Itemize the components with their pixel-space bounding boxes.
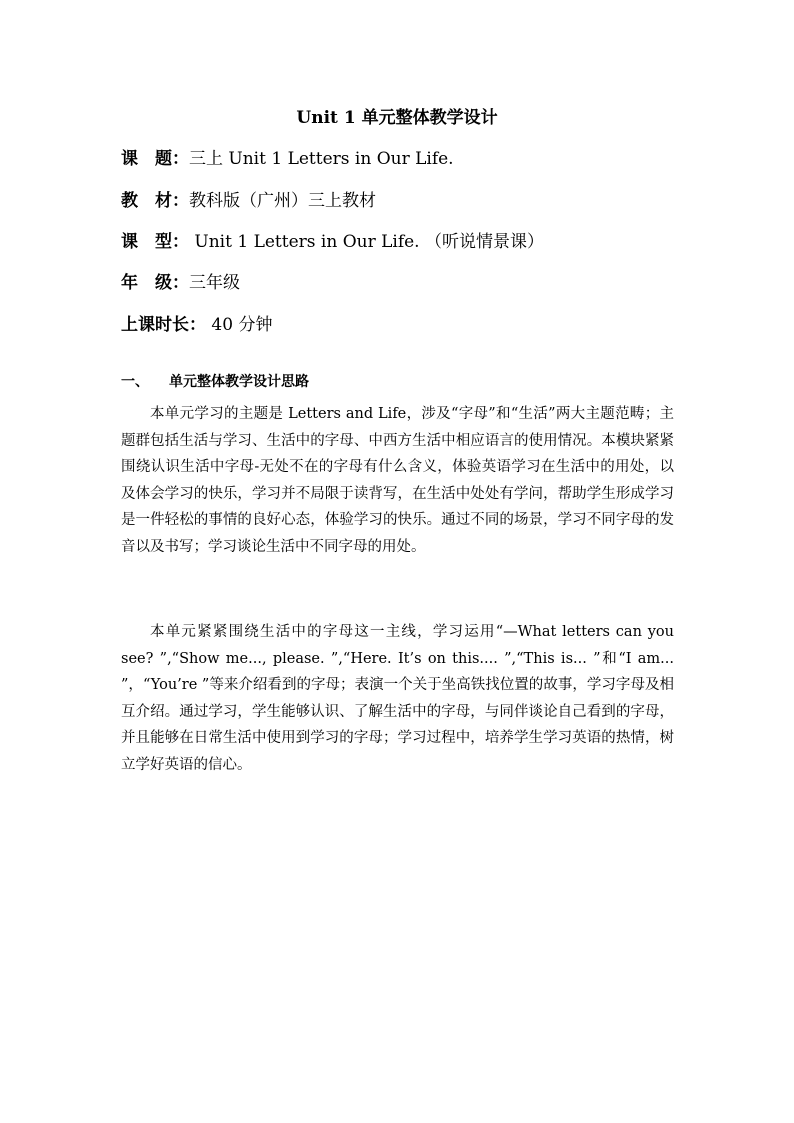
meta-key-lesson-type: 课 型： bbox=[121, 232, 189, 252]
meta-value-lesson-type: Unit 1 Letters in Our Life. （听说情景课） bbox=[189, 232, 544, 252]
meta-row-topic bbox=[121, 146, 454, 172]
meta-row-textbook bbox=[121, 188, 376, 214]
section-number: 一、 bbox=[121, 374, 149, 390]
meta-key-textbook: 教 材： bbox=[121, 191, 189, 211]
meta-key-topic: 课 题： bbox=[121, 149, 189, 169]
meta-row-lesson-type bbox=[121, 229, 544, 255]
document-title: Unit 1 单元整体教学设计 bbox=[296, 108, 498, 128]
meta-value-topic: 三上 Unit 1 Letters in Our Life. bbox=[189, 149, 454, 169]
meta-key-duration: 上课时长： bbox=[121, 315, 206, 335]
meta-value-textbook: 教科版（广州）三上教材 bbox=[189, 191, 376, 211]
meta-value-grade: 三年级 bbox=[189, 273, 240, 293]
section-heading bbox=[121, 371, 309, 393]
section-title: 单元整体教学设计思路 bbox=[169, 374, 309, 390]
meta-value-duration: 40 分钟 bbox=[206, 315, 273, 335]
body-paragraph-2: 本单元紧紧围绕生活中的字母这一主线，学习运用“—What letters can you see? ”,“Show me..., please. ”,“Here. It’s on this.... ”,“This is... ”和“I am... ”，“You’re ”等来介绍看到的字母；表演一个关于坐高铁找位置的故事，学习字母及相互介绍。通过学习，学生能够认识、了解生活中的字母，与同伴谈论自己看到的字母，并且能够在日常生活中使用到学习的字母；学习过程中，培养学生学习英语的热情，树立学好英语的信心。 bbox=[121, 624, 674, 773]
meta-key-grade: 年 级： bbox=[121, 273, 189, 293]
body-paragraph-1: 本单元学习的主题是 Letters and Life，涉及“字母”和“生活”两大主题范畴；主题群包括生活与学习、生活中的字母、中西方生活中相应语言的使用情况。本模块紧紧围绕认识生活中字母-无处不在的字母有什么含义，体验英语学习在生活中的用处，以及体会学习的快乐，学习并不局限于读背写，在生活中处处有学问，帮助学生形成学习是一件轻松的事情的良好心态，体验学习的快乐。通过不同的场景，学习不同字母的发音以及书写；学习谈论生活中不同字母的用处。 bbox=[121, 406, 674, 555]
meta-row-duration bbox=[121, 312, 272, 338]
meta-row-grade bbox=[121, 270, 240, 296]
